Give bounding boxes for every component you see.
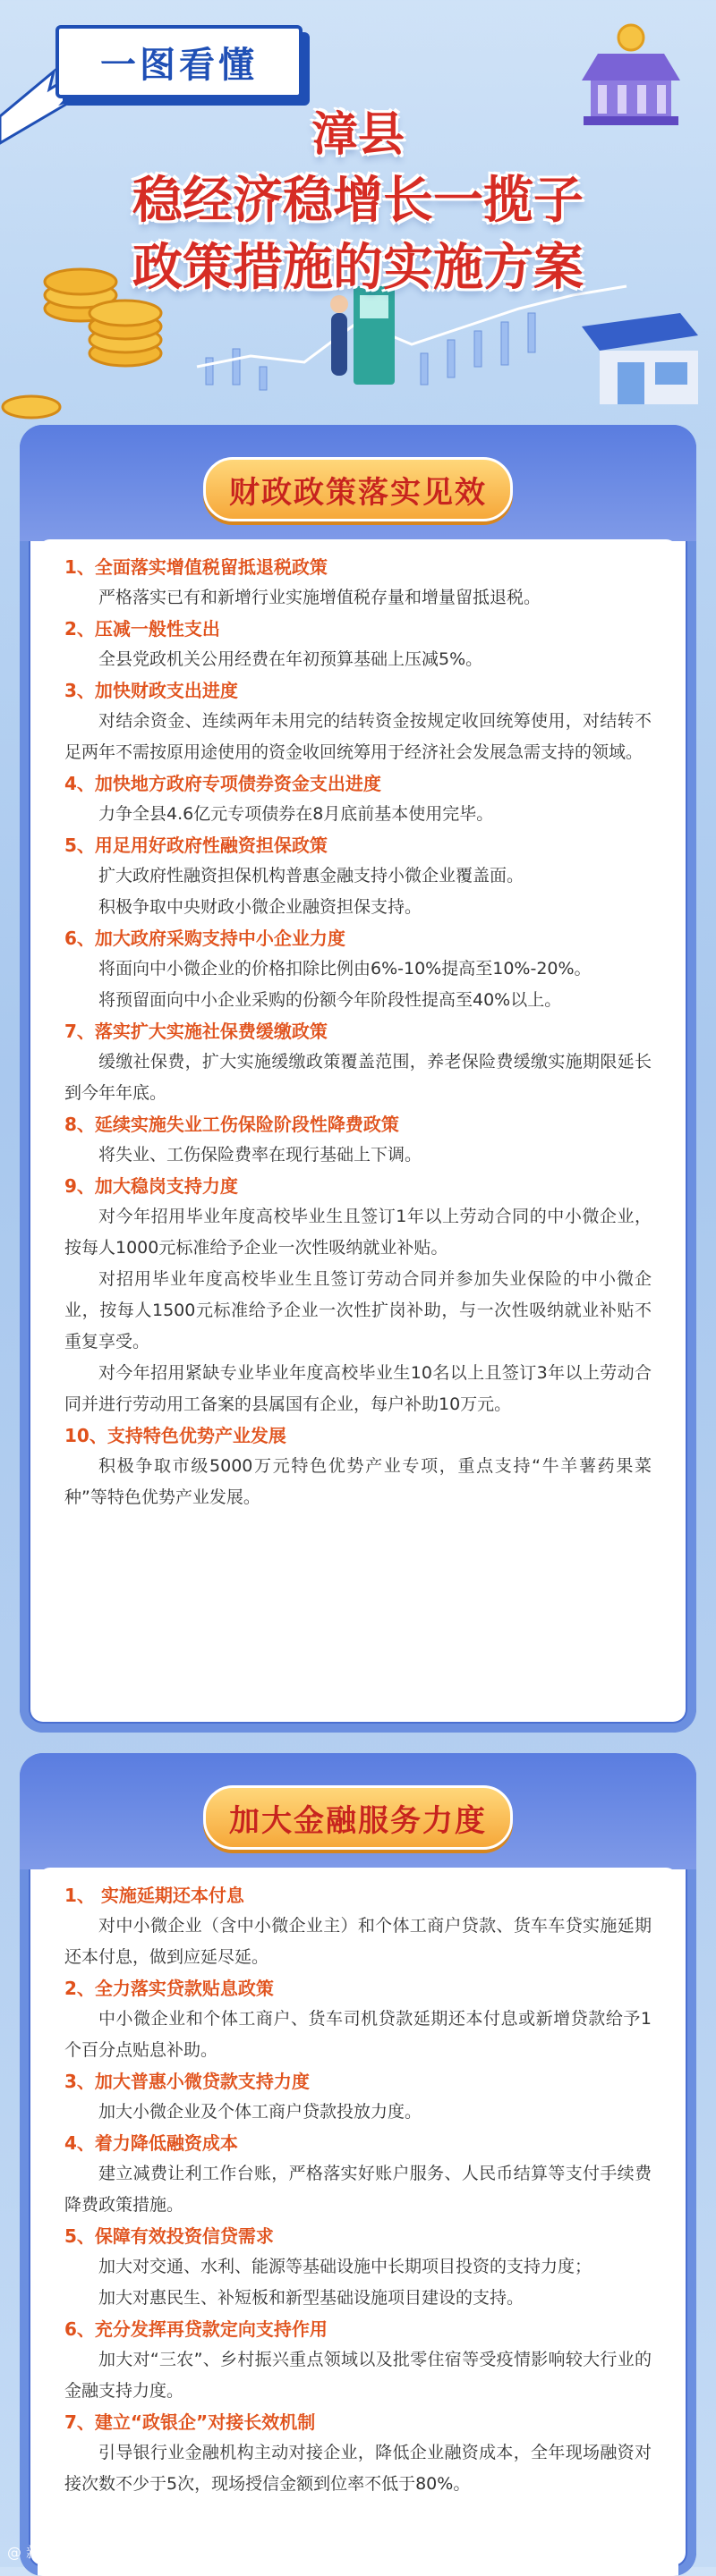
- item-text: 对今年招用毕业年度高校毕业生且签订1年以上劳动合同的中小微企业，按每人1000元标准给予企业一次性吸纳就业补贴。: [64, 1207, 652, 1258]
- title-line-2: 稳经济稳增长一揽子: [132, 172, 584, 230]
- section-header: [20, 425, 696, 541]
- list-item: [64, 1420, 652, 1513]
- atm-icon: [330, 286, 395, 385]
- list-item: [64, 768, 652, 830]
- item-title: 8、延续实施失业工伤保险阶段性降费政策: [64, 1114, 399, 1135]
- item-title: 5、保障有效投资信贷需求: [64, 2225, 274, 2247]
- item-text: 将面向中小微企业的价格扣除比例由6%-10%提高至10%-20%。: [98, 959, 592, 979]
- item-title: 7、建立“政银企”对接长效机制: [64, 2411, 316, 2433]
- title-line-3: 政策措施的实施方案: [132, 239, 584, 297]
- list-item: [64, 1016, 652, 1109]
- item-text: 中小微企业和个体工商户、货车司机贷款延期还本付息或新增贷款给予1个百分点贴息补助。: [64, 2009, 652, 2060]
- list-item: [64, 1880, 652, 1973]
- item-title: 6、充分发挥再贷款定向支持作用: [64, 2318, 328, 2340]
- list-item: [64, 1109, 652, 1171]
- badge-label: 一图看懂: [55, 25, 303, 98]
- shop-icon: [582, 313, 698, 404]
- item-text: 加大对“三农”、乡村振兴重点领域以及批零住宿等受疫情影响较大行业的金融支持力度。: [64, 2350, 652, 2401]
- item-title: 4、着力降低融资成本: [64, 2132, 238, 2154]
- item-title: 1、全面落实增值税留抵退税政策: [64, 556, 328, 578]
- list-item: [64, 614, 652, 675]
- item-title: 1、 实施延期还本付息: [64, 1885, 244, 1906]
- item-title: 3、加大普惠小微贷款支持力度: [64, 2071, 310, 2092]
- list-item: [64, 675, 652, 768]
- item-text: 加大对交通、水利、能源等基础设施中长期项目投资的支持力度；: [98, 2257, 592, 2276]
- item-text: 对结余资金、连续两年未用完的结转资金按规定收回统筹使用，对结转不足两年不需按原用途使用的资金收回统筹用于经济社会发展急需支持的领域。: [64, 711, 652, 762]
- list-item: [64, 2407, 652, 2500]
- item-title: 4、加快地方政府专项债券资金支出进度: [64, 773, 381, 794]
- item-text: 全县党政机关公用经费在年初预算基础上压减5%。: [98, 649, 483, 669]
- list-item: [64, 2314, 652, 2407]
- item-title: 5、用足用好政府性融资担保政策: [64, 835, 328, 856]
- list-item: [64, 1973, 652, 2066]
- item-text: 严格落实已有和新增行业实施增值税存量和增量留抵退税。: [98, 588, 541, 607]
- item-text: 扩大政府性融资担保机构普惠金融支持小微企业覆盖面。: [98, 866, 524, 886]
- section-body: [38, 1868, 678, 2576]
- section-heading: 财政政策落实见效: [203, 457, 513, 521]
- title-line-1: 漳县: [311, 108, 405, 162]
- item-list: [64, 1880, 652, 2500]
- item-text: 对中小微企业（含中小微企业主）和个体工商户贷款、货车车贷实施延期还本付息，做到应延尽延。: [64, 1916, 652, 1967]
- item-text: 引导银行业金融机构主动对接企业，降低企业融资成本，全年现场融资对接次数不少于5次，现场授信金额到位率不低于80%。: [64, 2443, 652, 2494]
- list-item: [64, 2221, 652, 2314]
- item-title: 10、支持特色优势产业发展: [64, 1425, 286, 1446]
- item-title: 7、落实扩大实施社保费缓缴政策: [64, 1021, 328, 1042]
- item-text: 积极争取中央财政小微企业融资担保支持。: [98, 897, 422, 917]
- list-item: [64, 830, 652, 923]
- item-text: 建立减费让利工作台账，严格落实好账户服务、人民币结算等支付手续费降费政策措施。: [64, 2164, 652, 2215]
- item-list: [64, 552, 652, 1513]
- section-heading: 加大金融服务力度: [203, 1785, 513, 1850]
- item-text: 将失业、工伤保险费率在现行基础上下调。: [98, 1145, 422, 1165]
- section-header: [20, 1753, 696, 1869]
- list-item: [64, 2128, 652, 2221]
- list-item: [64, 552, 652, 614]
- item-text: 积极争取市级5000万元特色优势产业专项，重点支持“牛羊薯药果菜种”等特色优势产业发展。: [64, 1456, 652, 1507]
- item-text: 加大小微企业及个体工商户贷款投放力度。: [98, 2102, 422, 2122]
- item-title: 9、加大稳岗支持力度: [64, 1175, 238, 1197]
- section-card-fiscal: [20, 425, 696, 1733]
- item-title: 6、加大政府采购支持中小企业力度: [64, 928, 345, 949]
- hero-banner: [0, 0, 716, 420]
- item-title: 3、加快财政支出进度: [64, 680, 238, 701]
- item-text: 对招用毕业年度高校毕业生且签订劳动合同并参加失业保险的中小微企业，按每人1500元标准给予企业一次性扩岗补助，与一次性吸纳就业补贴不重复享受。: [64, 1269, 652, 1352]
- item-text: 对今年招用紧缺专业毕业年度高校毕业生10名以上且签订3年以上劳动合同并进行劳动用工备案的县属国有企业，每户补助10万元。: [64, 1363, 652, 1414]
- list-item: [64, 1171, 652, 1420]
- item-text: 力争全县4.6亿元专项债券在8月底前基本使用完毕。: [98, 804, 494, 824]
- item-text: 加大对惠民生、补短板和新型基础设施项目建设的支持。: [98, 2288, 524, 2308]
- item-text: 缓缴社保费，扩大实施缓缴政策覆盖范围，养老保险费缓缴实施期限延长到今年年底。: [64, 1052, 652, 1103]
- section-card-finance: [20, 1753, 696, 2576]
- item-text: 将预留面向中小企业采购的份额今年阶段性提高至40%以上。: [98, 990, 562, 1010]
- item-title: 2、压减一般性支出: [64, 618, 220, 640]
- section-body: [38, 539, 678, 1715]
- list-item: [64, 2066, 652, 2128]
- list-item: [64, 923, 652, 1016]
- item-title: 2、全力落实贷款贴息政策: [64, 1978, 274, 1999]
- watermark: @ 新浪: [7, 2544, 55, 2561]
